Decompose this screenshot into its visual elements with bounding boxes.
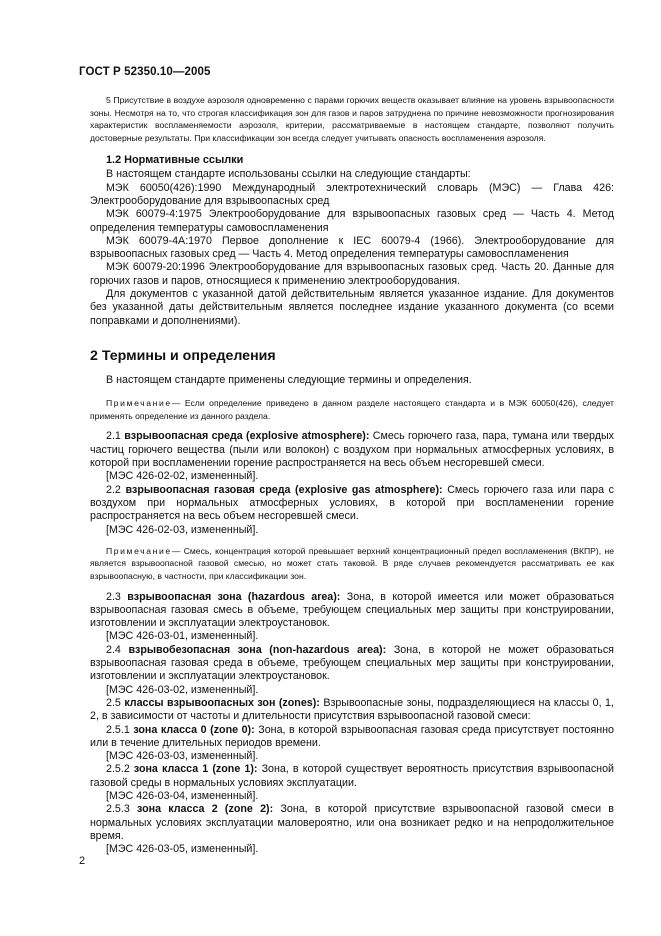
note-label: Примечание: [106, 398, 172, 409]
term-number: 2.5.2: [106, 763, 130, 776]
term-number: 2.1: [106, 430, 121, 443]
note-text: — Смесь, концентрация которой превышает верхний концентрационный предел воспламенения (ВКПР), не является взрывоопасной газовой смесью, но может стать таковой. В ряде случаев рекомендуется рассматривать ее как взрывоопасную, в частности, при классификации зон.: [90, 545, 614, 581]
term-number: 2.5.1: [106, 723, 130, 736]
term-definition: Зона, в которой взрывоопасная газовая среда присутствует постоянно или в течение длительных периодов времени.: [90, 723, 614, 749]
term-number: 2.4: [106, 643, 121, 656]
term-name: взрывобезопасная зона (non-hazardous area):: [128, 643, 387, 656]
term-name: зона класса 0 (zone 0):: [133, 723, 255, 736]
term-definition: Зона, в которой имеется или может образоваться взрывоопасная газовая смесь в объеме, требующем специальных мер защиты при конструировании, изготовлении и эксплуатации электроустановок.: [90, 590, 614, 630]
page-number: 2: [79, 855, 86, 867]
term-reference: [МЭС 426-03-05, измененный].: [106, 843, 259, 856]
term-number: 2.5.3: [106, 803, 130, 816]
references-closing: Для документов с указанной датой действительным является указанное издание. Для документов без указанной даты действительным является последнее издание указанного документа (со всеми поправками и дополнениями).: [90, 288, 614, 327]
term-reference: [МЭС 426-02-03, измененный].: [106, 523, 259, 536]
term-name: взрывоопасная зона (hazardous area):: [127, 590, 341, 603]
reference-item: МЭК 60079-20:1996 Электрооборудование для взрывоопасных газовых сред. Часть 20. Данные для горючих газов и паров, относящиеся к применению электрооборудования.: [90, 261, 614, 287]
reference-item: МЭК 60079-4А:1970 Первое дополнение к IEC 60079-4 (1966). Электрооборудование для взрывоопасных газовых сред — Часть 4. Метод определения температуры самовоспламенения: [90, 234, 614, 261]
section-2-intro: В настоящем стандарте применены следующие термины и определения.: [106, 373, 472, 386]
term-name: зона класса 1 (zone 1):: [133, 763, 258, 776]
term-name: взрывоопасная газовая среда (explosive gas atmosphere):: [125, 483, 443, 496]
references-intro: В настоящем стандарте использованы ссылки на следующие стандарты:: [106, 168, 471, 181]
term-definition: Зона, в которой присутствие взрывоопасной газовой смеси в нормальных условиях эксплуатации маловероятно, или она возникает редко и на непродолжительное время.: [90, 803, 614, 842]
term-reference: [МЭС 426-03-04, измененный].: [106, 790, 259, 803]
term-2-5: [90, 697, 614, 724]
term-definition: Зона, в которой не может образоваться взрывоопасная газовая среда в объеме, требующем специальных мер защиты при конструировании, изготовлении и эксплуатации электроустановок.: [90, 643, 614, 683]
note-5: 5 Присутствие в воздухе аэрозоля одновременно с парами горючих веществ оказывает влияние на уровень взрывоопасности зоны. Несмотря на то, что строгая классификация зон для газов и паров затруднена по причине невозможности прогнозирования характеристик воспламеняемости аэрозоля, критерии, рассматриваемые в настоящем стандарте, позволяют получить достоверные результаты. При классификации зон всегда следует учитывать опасность воспламенения аэрозоля.: [90, 95, 614, 143]
page-content: [90, 94, 614, 857]
term-definition: Взрывоопасные зоны, подразделяющиеся на классы 0, 1, 2, в зависимости от частоты и длительности присутствия взрывоопасной газовой смеси:: [90, 696, 614, 723]
term-number: 2.5: [106, 696, 121, 709]
term-number: 2.3: [106, 590, 121, 603]
note-1: [90, 397, 614, 422]
section-2-title: 2 Термины и определения: [90, 347, 276, 364]
term-2-5-3: [90, 803, 614, 843]
term-number: 2.2: [106, 483, 121, 496]
term-2-1: [90, 430, 614, 470]
term-2-3: [90, 591, 614, 631]
term-definition: Зона, в которой существует вероятность присутствия взрывоопасной газовой среды в нормальных условиях эксплуатации.: [90, 763, 614, 789]
reference-item: МЭК 60050(426):1990 Международный электротехнический словарь (МЭС) — Глава 426: Электрооборудование для взрывоопасных сред: [90, 181, 614, 207]
document-header: ГОСТ Р 52350.10—2005: [79, 66, 211, 78]
term-2-5-1: [90, 724, 614, 751]
note-2: [90, 545, 614, 583]
term-definition: Смесь горючего газа, пара, тумана или твердых частиц горючего вещества (пыли или волокон) с воздухом при нормальных атмосферных условиях, в которой при воспламенении горение распространяется на весь объем несгоревшей смеси.: [90, 430, 614, 470]
term-definition: Смесь горючего газа или пара с воздухом при нормальных атмосферных условиях, в которой при воспламенении горение распространяется на весь объем несгоревшей смеси.: [90, 483, 614, 523]
term-reference: [МЭС 426-03-03, измененный].: [106, 750, 259, 763]
term-2-5-2: [90, 763, 614, 790]
term-name: взрывоопасная среда (explosive atmosphere):: [124, 430, 370, 443]
term-2-4: [90, 644, 614, 684]
note-label: Примечание: [106, 545, 172, 556]
term-reference: [МЭС 426-03-02, измененный].: [106, 683, 259, 696]
term-name: зона класса 2 (zone 2):: [137, 803, 274, 816]
term-2-2: [90, 484, 614, 524]
section-1-2-title: 1.2 Нормативные ссылки: [106, 154, 244, 167]
term-reference: [МЭС 426-02-02, измененный].: [106, 470, 259, 483]
note-text: — Если определение приведено в данном разделе настоящего стандарта и в МЭК 60050(426), следует применять определение из данного раздела.: [90, 398, 614, 421]
term-name: классы взрывоопасных зон (zones):: [124, 696, 320, 709]
reference-item: МЭК 60079-4:1975 Электрооборудование для взрывоопасных газовых сред — Часть 4. Метод определения температуры самовоспламенения: [90, 208, 614, 234]
term-reference: [МЭС 426-03-01, измененный].: [106, 630, 259, 643]
